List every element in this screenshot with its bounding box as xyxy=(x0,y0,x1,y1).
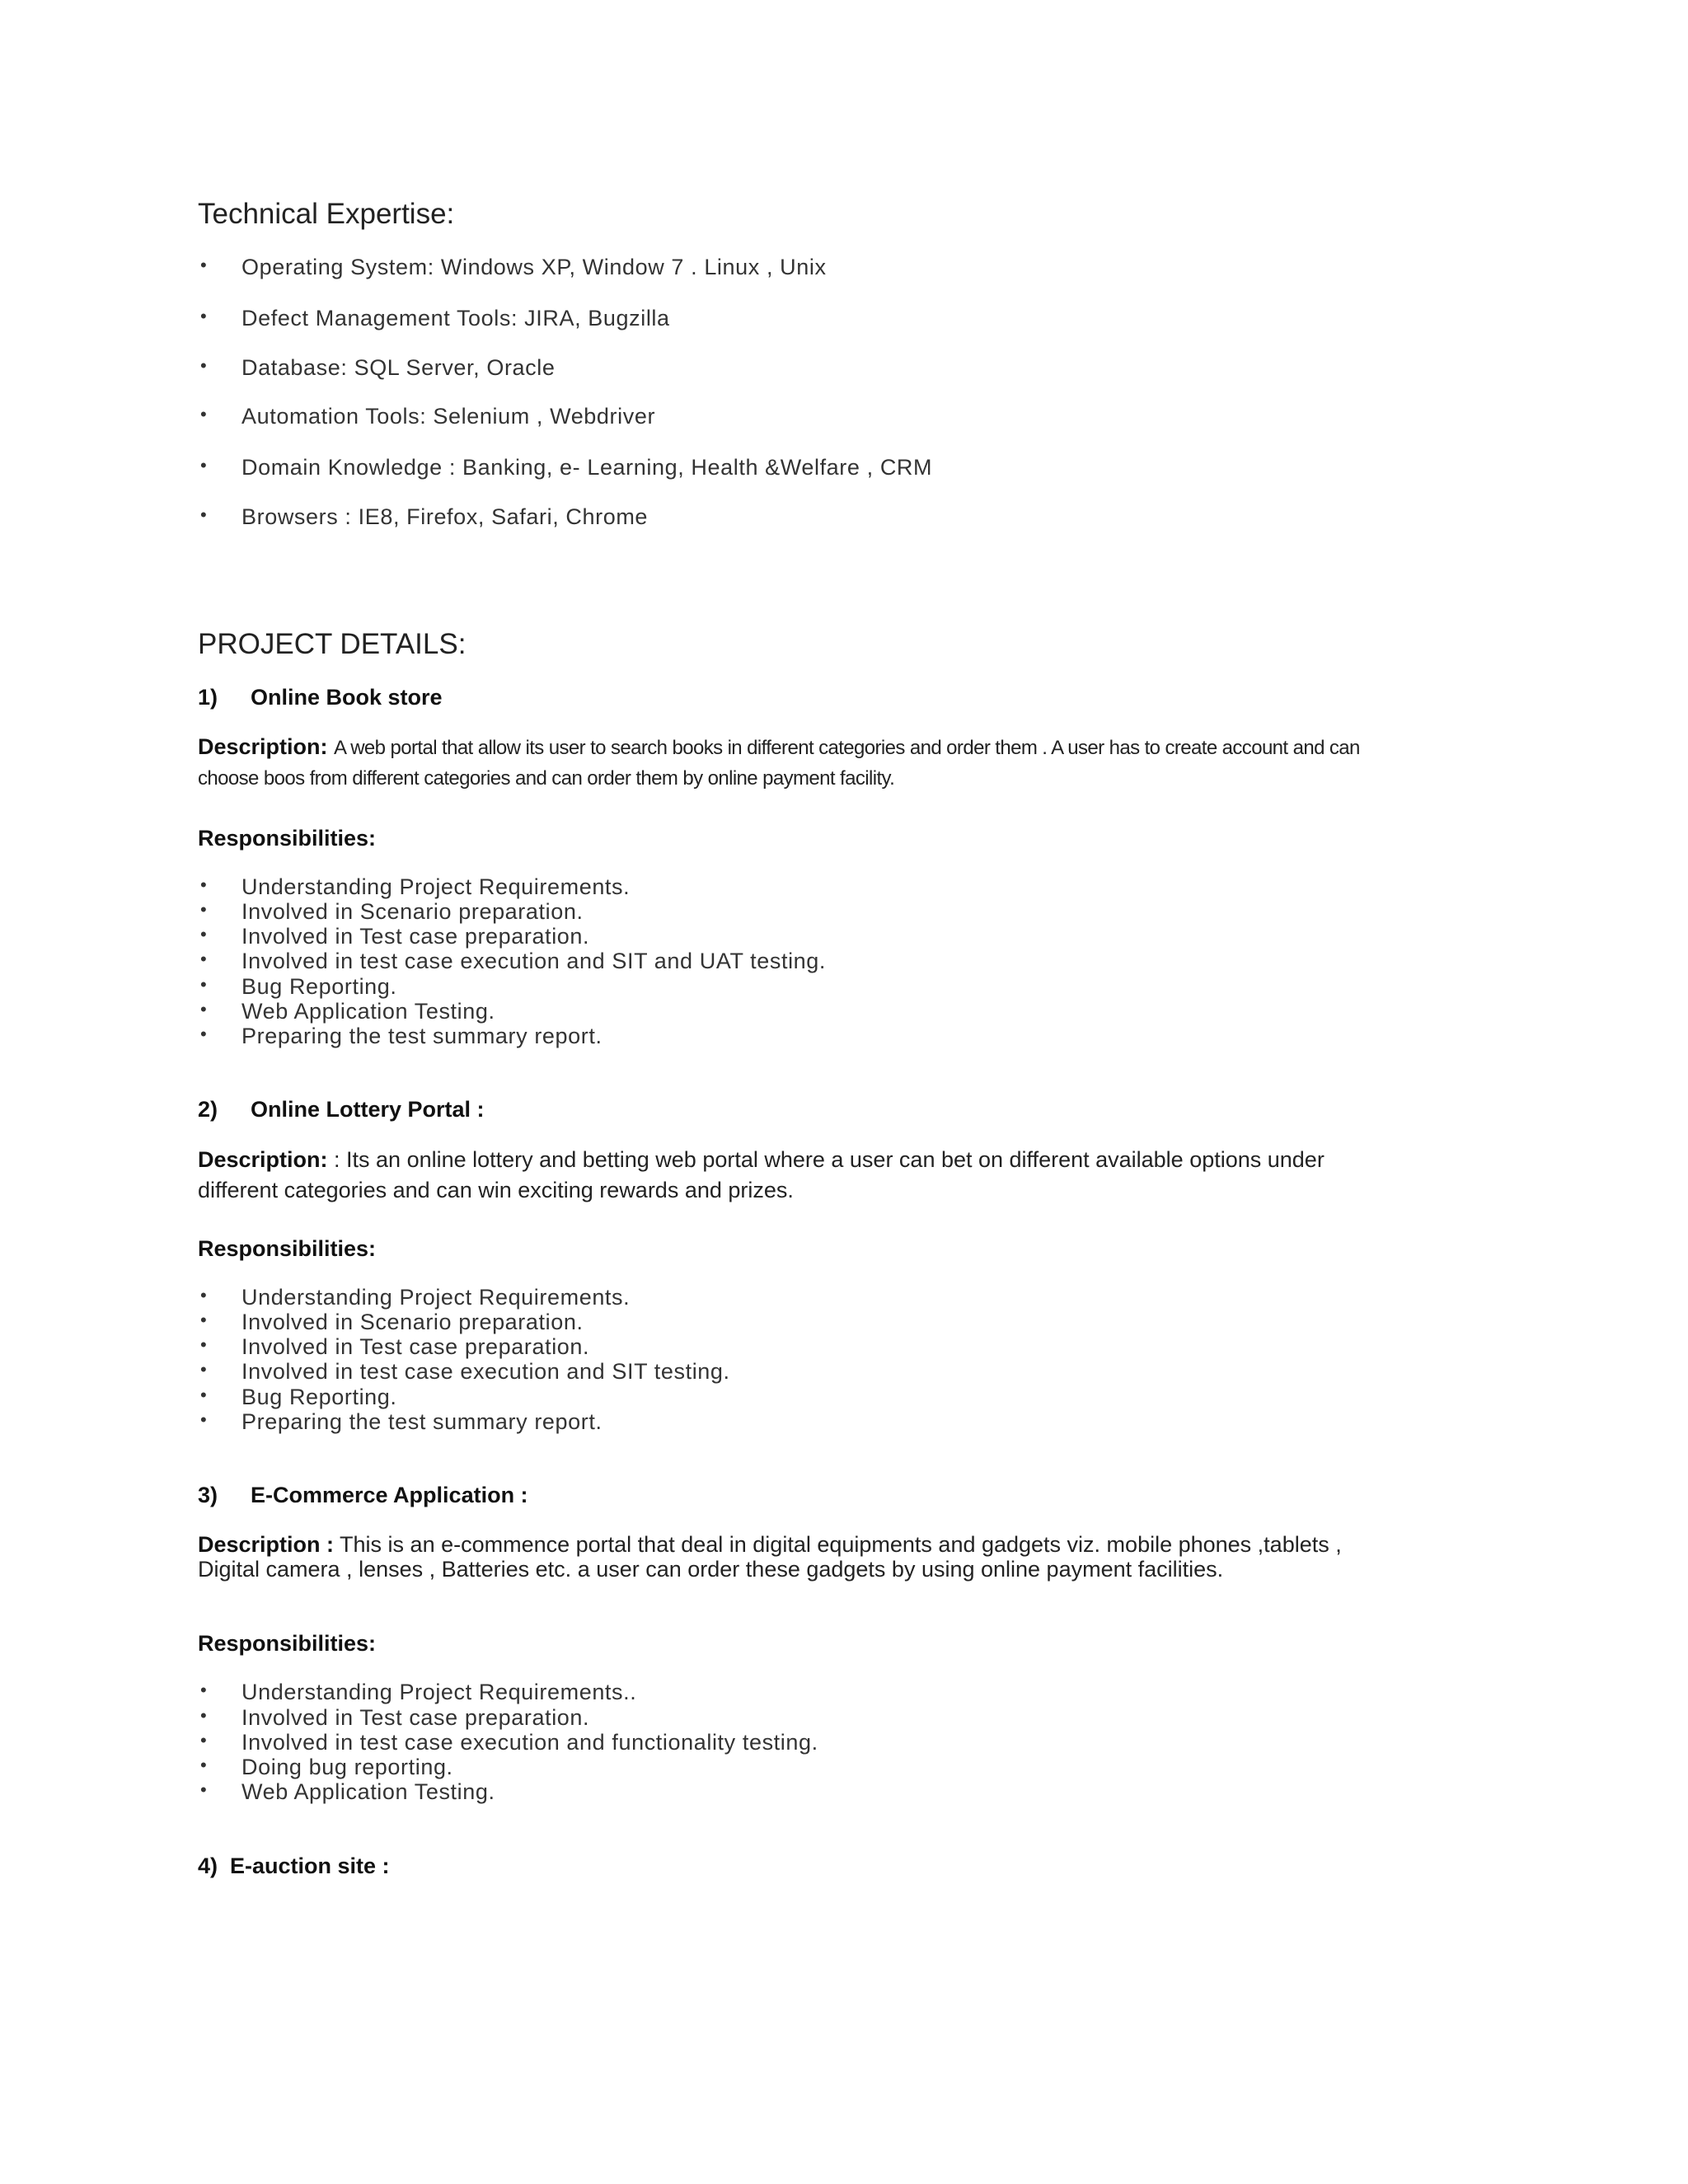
bullet: • xyxy=(200,1680,207,1700)
resume-page: Technical Expertise: • Operating System: Windows XP, Window 7 . Linux , Unix • Defect Management Tools: JIRA, Bugzilla • Database: SQL Server, Oracle • Automation Tools: Selenium , Webdriver • Domain Knowledge : Banking, e- Learning, Health &Welfare , CRM • Browsers : IE8, Firefox, Safari, Chrome PROJECT DETAILS: 1) Online Book store Description: A web portal that allow its user to search books in different categories and order them . A user has to create account and can choose boos from different categories and can order them by online payment facility. Responsibilities: • Understanding Project Requirements. • Involved in Scenario preparation. • Involved in Test case preparation. • Involved in test case execution and SIT and UAT testing. • Bug Reporting. • Web Application Testing. • Preparing the test summary report. 2) Online Lottery Portal : Description: : Its an online lottery and betting web portal where a user can bet on different available options under different categories and can win exciting rewards and prizes. Responsibilities: • Understanding Project Requirements. • Involved in Scenario preparation. • Involved in Test case preparation. • Involved in test case execution and SIT testing. • Bug Reporting. • Preparing the test summary report. 3) E-Commerce Application : Description : This is an e-commence portal that deal in digital equipments and gadgets viz. mobile phones ,tablets , Digital camera , lenses , Batteries etc. a user can order these gadgets by using online payment facilities. Responsibilities: • Understanding Project Requirements.. • Involved in Test case preparation. • Involved in test case execution and functionality testing. • Doing bug reporting. • Web Application Testing. 4) E-auction site : xyxy=(198,198,1360,1878)
bullet: • xyxy=(200,455,207,476)
bullet: • xyxy=(200,949,207,969)
project-description-line: different categories and can win exciting rewards and prizes. xyxy=(198,1178,794,1202)
bullet: • xyxy=(200,1705,207,1726)
bullet: • xyxy=(200,999,207,1019)
bullet: • xyxy=(200,1755,207,1775)
technical-expertise-heading: Technical Expertise: xyxy=(198,198,455,230)
bullet: • xyxy=(200,1310,207,1330)
bullet: • xyxy=(200,899,207,920)
project-title: 2) Online Lottery Portal : xyxy=(198,1097,485,1122)
project-description-line: Digital camera , lenses , Batteries etc. a user can order these gadgets by using online payment facilities. xyxy=(198,1557,1224,1582)
bullet: • xyxy=(200,1385,207,1405)
bullet: • xyxy=(200,1334,207,1355)
bullet: • xyxy=(200,255,207,275)
bullet: • xyxy=(200,1285,207,1305)
description-label: Description : xyxy=(198,1532,335,1557)
bullet: • xyxy=(200,1730,207,1750)
bullet: • xyxy=(200,1779,207,1800)
project-description: Description: A web portal that allow its user to search books in different categories and order them . A user has to create account and can xyxy=(198,734,1360,759)
bullet: • xyxy=(200,924,207,944)
bullet: • xyxy=(200,404,207,424)
bullet: • xyxy=(200,1409,207,1430)
bullet: • xyxy=(200,1359,207,1380)
project-description: Description : This is an e-commence portal that deal in digital equipments and gadgets viz. mobile phones ,tablets , xyxy=(198,1532,1342,1557)
bullet: • xyxy=(200,306,207,326)
project-title: 3) E-Commerce Application : xyxy=(198,1483,528,1507)
responsibilities-heading: Responsibilities: xyxy=(198,826,377,851)
project-description-line: choose boos from different categories and can order them by online payment facility. xyxy=(198,767,895,790)
project-details-heading: PROJECT DETAILS: xyxy=(198,628,467,660)
bullet: • xyxy=(200,504,207,525)
description-label: Description: xyxy=(198,734,328,759)
bullet: • xyxy=(200,874,207,895)
bullet: • xyxy=(200,974,207,995)
responsibilities-heading: Responsibilities: xyxy=(198,1236,377,1261)
project-title: 1) Online Book store xyxy=(198,685,443,710)
project-title: 4) E-auction site : xyxy=(198,1854,390,1878)
bullet: • xyxy=(200,355,207,376)
description-label: Description: xyxy=(198,1147,328,1172)
project-description: Description: : Its an online lottery and betting web portal where a user can bet on different available options under xyxy=(198,1147,1325,1172)
bullet: • xyxy=(200,1024,207,1044)
responsibilities-heading: Responsibilities: xyxy=(198,1631,377,1656)
